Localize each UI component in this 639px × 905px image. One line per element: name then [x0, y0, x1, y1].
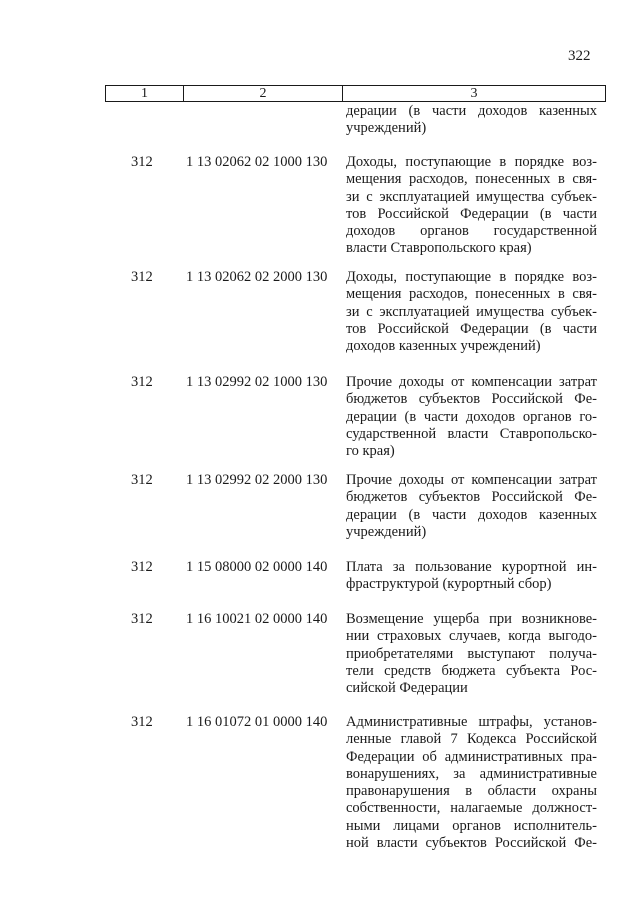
description-line: Федерации об административных пра- [346, 748, 597, 765]
description-line: ленные главой 7 Кодекса Российской [346, 731, 597, 748]
description-line: мещения расходов, понесенных в свя- [346, 286, 597, 303]
description-line: собственности, налагаемые должност- [346, 800, 597, 817]
description-line: ными лицами органов исполнитель- [346, 817, 597, 834]
header-col-1: 1 [106, 86, 184, 101]
row-kbk-code: 1 16 10021 02 0000 140 [186, 611, 328, 627]
row-admin-code: 312 [131, 374, 153, 390]
description-line: дерации (в части доходов казенных [346, 103, 597, 119]
row-kbk-code: 1 15 08000 02 0000 140 [186, 559, 328, 575]
row-kbk-code: 1 16 01072 01 0000 140 [186, 714, 328, 730]
description-line: приобретателями выступают получа- [346, 645, 597, 662]
description-line: ной власти субъектов Российской Фе- [346, 835, 597, 852]
row-admin-code: 312 [131, 611, 153, 627]
description-line: тов Российской Федерации (в части [346, 320, 597, 337]
row-description [346, 472, 597, 541]
row-kbk-code: 1 13 02992 02 1000 130 [186, 374, 328, 390]
description-line: правонарушения в области охраны [346, 783, 597, 800]
description-line: сударственной власти Ставропольско- [346, 425, 597, 442]
description-line: вонарушениях, за административные [346, 765, 597, 782]
description-line: нии страховых случаев, когда выгодо- [346, 628, 597, 645]
description-line: дерации (в части доходов органов го- [346, 408, 597, 425]
row-admin-code: 312 [131, 269, 153, 285]
page-number: 322 [568, 48, 591, 64]
description-line: фраструктурой (курортный сбор) [346, 576, 552, 593]
description-line: власти Ставропольского края) [346, 240, 532, 257]
row-description [346, 714, 597, 852]
description-line: бюджетов субъектов Российской Фе- [346, 391, 597, 408]
description-line: Плата за пользование курортной ин- [346, 559, 597, 575]
row-admin-code: 312 [131, 559, 153, 575]
row-kbk-code: 1 13 02992 02 2000 130 [186, 472, 328, 488]
description-line: тов Российской Федерации (в части [346, 205, 597, 222]
description-line: Административные штрафы, установ- [346, 714, 597, 730]
row-description [346, 559, 597, 594]
description-line: Возмещение ущерба при возникнове- [346, 611, 597, 627]
description-line: го края) [346, 443, 395, 460]
header-col-2: 2 [184, 86, 343, 101]
row-description [346, 269, 597, 355]
row-description [346, 611, 597, 697]
description-line: тели средств бюджета субъекта Рос- [346, 662, 597, 679]
description-line: зи с эксплуатацией имущества субъек- [346, 303, 597, 320]
description-line: сийской Федерации [346, 680, 468, 697]
row-kbk-code: 1 13 02062 02 1000 130 [186, 154, 328, 170]
description-line: доходов органов государственной [346, 223, 597, 240]
table-header [105, 85, 606, 102]
row-description [346, 103, 597, 138]
description-line: дерации (в части доходов казенных [346, 506, 597, 523]
row-description [346, 154, 597, 258]
description-line: Прочие доходы от компенсации затрат [346, 472, 597, 488]
row-description [346, 374, 597, 460]
description-line: бюджетов субъектов Российской Фе- [346, 489, 597, 506]
description-line: учреждений) [346, 523, 427, 540]
description-line: Доходы, поступающие в порядке воз- [346, 154, 597, 170]
row-admin-code: 312 [131, 472, 153, 488]
description-line: Доходы, поступающие в порядке воз- [346, 269, 597, 285]
description-line: учреждений) [346, 120, 427, 137]
row-kbk-code: 1 13 02062 02 2000 130 [186, 269, 328, 285]
row-admin-code: 312 [131, 154, 153, 170]
description-line: зи с эксплуатацией имущества субъек- [346, 188, 597, 205]
description-line: Прочие доходы от компенсации затрат [346, 374, 597, 390]
row-admin-code: 312 [131, 714, 153, 730]
description-line: мещения расходов, понесенных в свя- [346, 171, 597, 188]
description-line: доходов казенных учреждений) [346, 338, 541, 355]
header-col-3: 3 [470, 86, 478, 101]
